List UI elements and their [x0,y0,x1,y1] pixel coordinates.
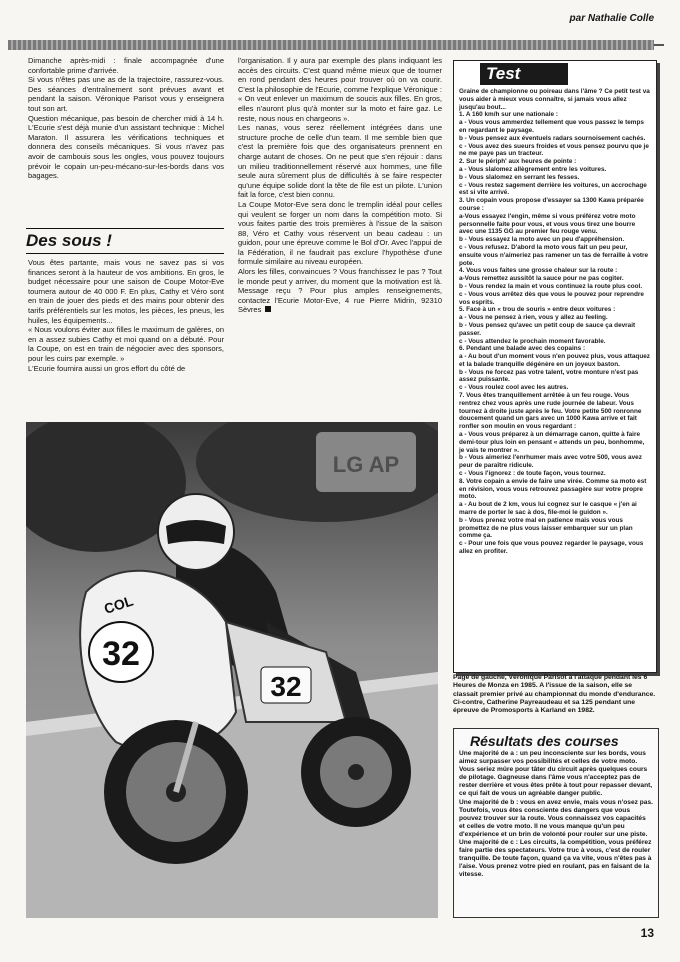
test-line: b - Vous rendez la main et vous continuez la route plus cool. [459,282,643,290]
photo-caption [453,674,657,715]
results-paragraph: Une majorité de b : vous en avez envie, mais vous n'osez pas. Toutefois, vous êtes consciente des dangers que vous pouvez trouver sur la route. Vous connaissez vos capacités et celles de votre moto. Il ne vous manque qu'un peu d'expérience et un brin de volonté pour rouler sur une piste. [459,798,653,838]
header-rule-end [654,44,664,46]
race-number-front: 32 [102,635,140,673]
test-line: a-Vous essayez l'engin, même si vous préférez votre moto personnelle faite pour vous, et vous vous tirez une bourre avec une 1135 GG au premier feu rouge venu. [459,212,636,236]
paragraph: La Coupe Motor-Eve sera donc le tremplin idéal pour celles qui veulent se forger un nom dans la compétition moto. Si vous faites partie des trois premières à l'issue de la saison 88, Véro et Cathy vous réservent un beau cadeau : un guidon, pour une épreuve comme le Bol d'Or. Avec l'appui de la Fédération, il ne faudrait pas exclure l'hypothèse d'une formule similaire au niveau européen. [238,199,442,267]
test-line: c - Vous vous arrêtez dès que vous le pouvez pour reprendre vos esprits. [459,290,644,306]
test-line: 8. Votre copain a envie de faire une virée. Comme sa moto est en révision, vous vous retrouvez passagère sur votre propre moto. [459,477,647,501]
section-heading [26,228,224,254]
test-line: 4. Vous vous faites une grosse chaleur sur la route : [459,267,618,275]
caption-paragraph: Page de gauche, Véronique Parisot à l'attaque pendant les 6 Heures de Monza en 1985. A l'issue de la saison, elle se classait premier privé au championnat du monde d'endurance. [453,674,656,698]
test-line: 7. Vous êtes tranquillement arrêtée à un feu rouge. Vous rentrez chez vous après une rude journée de labeur. Vous tournez à droite juste après le feu. Votre petite 500 ronronne doucement quand un gars avec un 1000 Kawa arrive et fait ronfler son moulin en vous regardant : [459,392,642,431]
test-line: 2. Sur le périph' aux heures de pointe : [459,158,577,166]
test-questions [454,85,656,556]
paragraph-last: Alors les filles, convaincues ? Vous franchissez le pas ? Tout le monde peut y arriver, du moment que la motivation est là. Message reçu ? Pour plus amples renseignements, contactez l'Ecurie Motor-Eve, 4 rue Pierre Midrin, 92310 Sèvres [238,267,442,315]
results-paragraph: Une majorité de c : Les circuits, la compétition, vous préférez faire partie des spectateurs. Votre truc à vous, c'est de rouler tranquille. De toute façon, quand ça va vite, vous n'êtes pas à l'aise. Vous prenez votre pied en roulant, pas en faisant de la vitesse. [459,839,652,879]
test-box [453,60,657,673]
test-line: c - Vous restez sagement derrière les voitures, un accrochage est si vite arrivé. [459,181,647,197]
header-rule [8,40,654,50]
results-paragraph: Une majorité de a : un peu inconsciente sur les bords, vous aimez surpasser vos possibilités et celles de votre moto. Vous seriez mûre pour tâter du circuit après quelques cours de pilotage. Gagneuse dans l'âme vous n'acceptez pas de rester derrière et vous êtes prête à tout pour repasser devant, ce qui fait de vous un agréable danger public. [459,750,653,798]
paragraph: Les nanas, vous serez réellement intégrées dans une structure proche de celle d'un team. Il me semble bien que c'est la première fois que des organisateurs prennent en charge autant de choses. On ne peut que s'en réjouir : dans un milieu traditionnellement réservé aux hommes, une fille seule aura sûrement plus de difficultés à se faire respecter qu'une équipe solide dont la tête de file est un pilote. L'union fait la force, c'est bien connu. [238,123,442,200]
test-line: b - Vous slalomez en serrant les fesses. [459,173,580,181]
test-line: b - Vous essayez la moto avec un peu d'appréhension. [459,236,625,244]
results-title: Résultats des courses [470,733,619,749]
test-line: c - Vous roulez cool avec les autres. [459,384,569,392]
results-box [453,728,659,918]
helmet-visor [166,520,226,544]
test-line: Graine de championne ou poireau dans l'âme ? Ce petit test va vous aider à mieux vous connaître, si jamais vous allez jusqu'au bout... [459,88,650,111]
test-line: c - Vous attendez le prochain moment favorable. [459,337,606,345]
test-line: a - Vous slalomez allègrement entre les voitures. [459,165,607,173]
watermark [316,432,416,492]
article-column-1 [28,56,224,181]
test-line: b - Vous ne forcez pas votre talent, votre monture n'est pas assez puissante. [459,368,639,384]
article-column-2 [238,56,442,315]
watermark-text: LG AP [332,452,400,477]
test-line: a - Au bout de 2 km, vous lui cognez sur le casque « j'en ai marre de porter le sac à dos, file-moi le guidon ». [459,501,637,517]
paragraph: « Nous voulons éviter aux filles le maximum de galères, on en a assez subies Cathy et moi quand on a débuté. Pour la Coupe, on est en train de négocier avec des sponsors, pour les cuirs par exemple. » [28,325,224,363]
paragraph: l'organisation. Il y aura par exemple des plans indiquant les accès des circuits. C'est quand même mieux que de tourner en rond pendant des heures pour trouver où on va courir. C'est la philosophie de l'Ecurie, comme l'explique Véronique : « On veut enlever un maximum de soucis aux filles. En gros, elles n'auront plus qu'à monter sur la moto et faire gaz. Le reste, nous nous en chargeons ». [238,56,442,123]
paragraph: L'Ecurie fournira aussi un gros effort du côté de [28,363,186,373]
test-line: c - Pour une fois que vous pouvez regarder le paysage, vous allez en profiter. [459,540,644,556]
test-line: c - Vous l'ignorez : de toute façon, vous tournez. [459,470,606,478]
test-line: 1. A 160 km/h sur une nationale : [459,111,558,119]
paragraph: Si vous n'êtes pas une as de la trajectoire, rassurez-vous. Des séances d'entraînement sont prévues avant et pendant la saison. Véronique Parisot vous y enseignera tout son art. [28,75,224,113]
photo-illustration [26,422,438,918]
paragraph: Dimanche après-midi : finale accompagnée d'une confortable prime d'arrivée. [28,56,224,75]
test-line: b - Vous aimeriez l'enrhumer mais avec votre 500, vous avez peur de paraître ridicule. [459,454,642,470]
results-text [454,749,658,880]
test-line: 6. Pendant une balade avec des copains : [459,345,586,353]
test-line: a - Vous ne pensez à rien, vous y allez au feeling. [459,314,608,322]
section-title: Des sous ! [26,231,112,250]
test-line: c - Vous avez des sueurs froides et vous pensez pourvu que je ne me paye pas un tracteur. [459,142,649,158]
paragraph: Question mécanique, pas besoin de chercher midi à 14 h. L'Ecurie s'est déjà munie d'un assistant technique : Michel Maraton. Il assurera les vérifications techniques et donnera des conseils mécaniques. Si vous n'avez pas avoir de cambouis sous les ongles, vous pouvez toujours prévoir le copain un-peu-mécano-sur-les-bords dans vos bagages. [28,113,224,181]
paragraph: Vous êtes partante, mais vous ne savez pas si vos finances seront à la hauteur de vos ambitions. En gros, le budget nécessaire pour une saison de Coupe Motor-Eve tournera autour de 40 000 F. En plus, Cathy et Véro sont en train de jouer des pieds et des mains pour obtenir des tarifs préférentiels sur les motos, les pièces, les pneus, les huiles, les équipements... [28,258,224,325]
rear-hub [348,764,364,780]
test-line: a - Vous vous préparez à un démarrage canon, quitte à faire demi-tour plus loin en pensant « attends un peu, bonhomme, je vais te montrer ». [459,431,645,454]
article-column-1b [28,258,224,373]
test-line: b - Vous pensez qu'avec un petit coup de sauce ça devrait passer. [459,321,636,337]
test-line: 3. Un copain vous propose d'essayer sa 1300 Kawa préparée course : [459,197,644,212]
racing-photo [26,422,438,918]
test-line: b - Vous prenez votre mal en patience mais vous vous promettez de ne plus vous laisser embarquer sur un plan comme ça. [459,516,633,540]
test-box-title: Test [480,63,568,85]
test-line: b - Vous pensez aux éventuels radars sournoisement cachés. [459,134,646,142]
test-line: 5. Face à un « trou de souris » entre deux voitures : [459,306,616,314]
byline: par Nathalie Colle [569,13,654,24]
page-number: 13 [640,926,654,940]
fairing-logo: COL [101,592,136,617]
test-line: a - Au bout d'un moment vous n'en pouvez plus, vous attaquez et la balade tranquille dégénère en un joyeux baston. [459,353,650,368]
test-line: a - Vous vous ammerdez tellement que vous passez le temps en regardant le paysage. [459,119,644,134]
end-of-article-mark [265,306,271,312]
test-line: c - Vous refusez. D'abord la moto vous fait un peu peur, ensuite vous n'aimeriez pas ramener un tas de ferraille à votre pote. [459,243,649,267]
test-line: a-Vous remettez aussitôt la sauce pour ne pas cogiter. [459,275,624,283]
race-number-side: 32 [270,671,302,702]
caption-paragraph: Ci-contre, Catherine Payreaudeau et sa 125 pendant une épreuve de Promosports à Karland en 1982. [453,698,636,715]
